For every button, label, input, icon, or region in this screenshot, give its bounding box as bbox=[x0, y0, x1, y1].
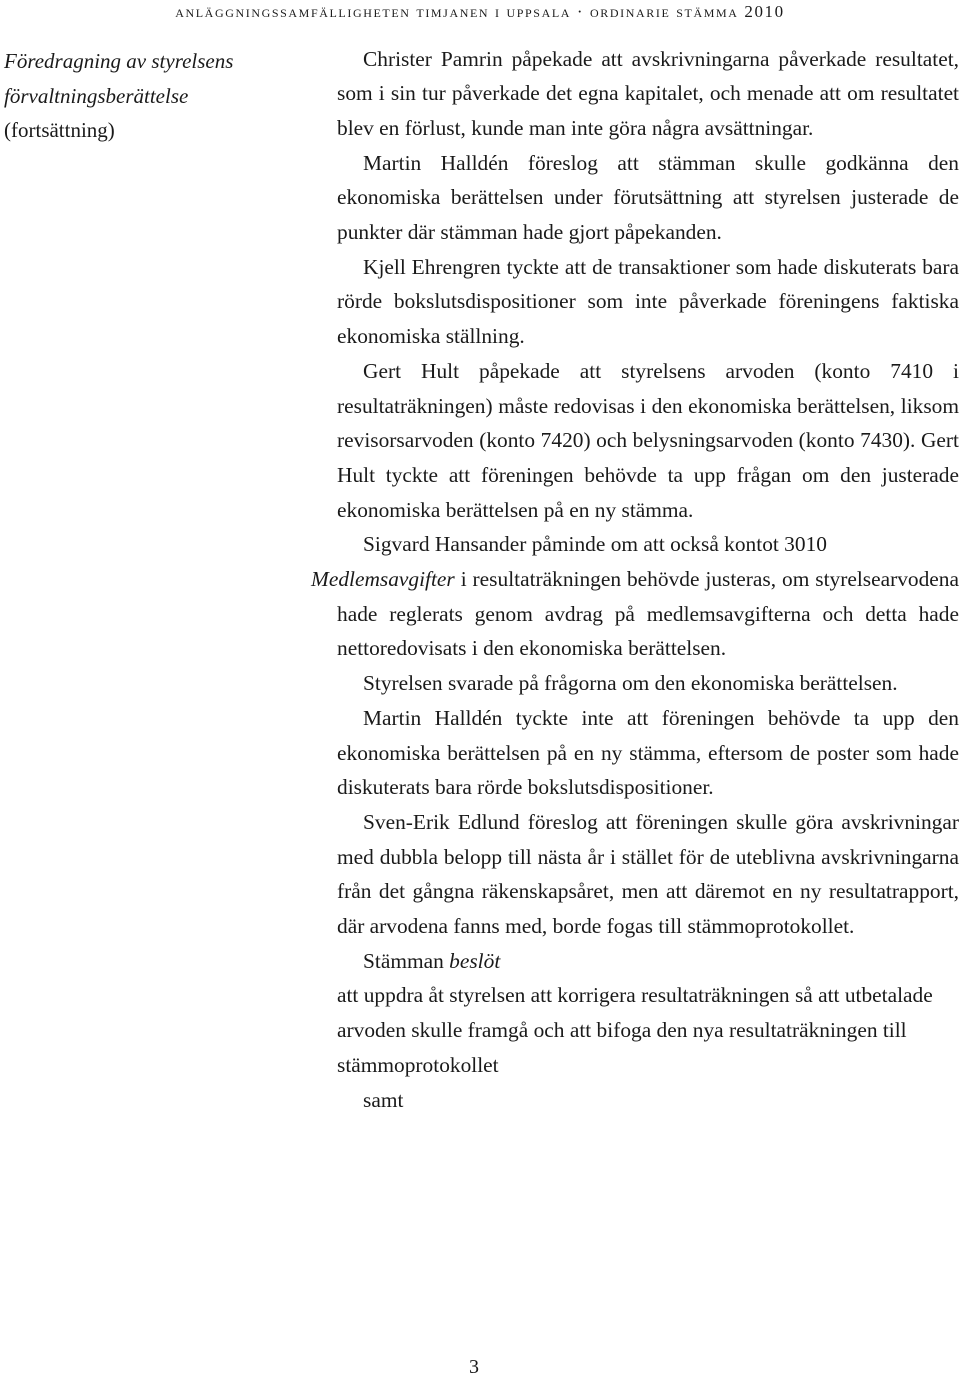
section-heading-line-1: Föredragning av styrelsens bbox=[4, 49, 234, 73]
running-header: anläggningssamfälligheten timjanen i uppsala · ordinarie stämma 2010 bbox=[175, 2, 785, 21]
section-margin-heading bbox=[4, 44, 294, 148]
paragraph-hult: Gert Hult påpekade att styrelsens arvoden (konto 7410 i resultaträkningen) måste redovisas i den ekonomiska berättelsen, liksom revisorsarvoden (konto 7420) och belysningsarvoden (konto 7430). Gert Hult tyckte att föreningen behövde ta upp frågan om den justerade ekonomiska berättelsen på en ny stämma. bbox=[337, 358, 959, 522]
paragraph-hallden-opinion: Martin Halldén tyckte inte att föreningen behövde ta upp den ekonomiska berättelsen på en ny stämma, eftersom de poster som hade diskuterats bara rörde bokslutsdispositioner. bbox=[337, 705, 959, 800]
paragraph-board-answer: Styrelsen svarade på frågorna om den ekonomiska berättelsen. bbox=[363, 671, 898, 696]
hansander-intro: Sigvard Hansander påminde om att också kontot 3010 bbox=[363, 532, 827, 557]
hansander-rest: i resultaträkningen behövde justeras, om styrelsearvodena hade reglerats genom avdrag på medlemsavgifterna och detta hade nettoredovisats i den ekonomiska berättelsen. bbox=[337, 567, 959, 661]
page-number: 3 bbox=[469, 1356, 479, 1378]
minutes-body bbox=[311, 42, 959, 1118]
decision-heading bbox=[337, 944, 959, 979]
paragraph-pamrin: Christer Pamrin påpekade att avskrivningarna påverkade resultatet, som i sin tur påverkade det egna kapitalet, och menade att om resultatet blev en förlust, kunde man inte göra några avsättningar. bbox=[337, 46, 959, 140]
decision-and: samt bbox=[363, 1087, 404, 1112]
paragraph-hallden-proposal: Martin Halldén föreslog att stämman skulle godkänna den ekonomiska berättelsen under förutsättning att styrelsen justerade de punkter där stämman hade gjort påpekanden. bbox=[337, 150, 959, 245]
account-name: Medlemsavgifter bbox=[311, 567, 455, 592]
decision-verb: beslöt bbox=[449, 948, 501, 973]
section-heading-continued: (fortsättning) bbox=[4, 118, 115, 142]
paragraph-ehrengren: Kjell Ehrengren tyckte att de transaktioner som hade diskuterats bara rörde bokslutsdispositioner som inte påverkade föreningens faktiska ekonomiska ställning. bbox=[337, 254, 959, 349]
paragraph-hansander bbox=[311, 527, 959, 666]
section-heading-line-2: förvaltningsberättelse bbox=[4, 83, 189, 108]
paragraph-edlund: Sven-Erik Edlund föreslog att föreningen skulle göra avskrivningar med dubbla belopp till nästa år i stället för de uteblivna avskrivningarna från det gångna räkenskapsåret, men att däremot en ny resultatrapport, där arvodena fanns med, borde fogas till stämmoprotokollet. bbox=[337, 809, 959, 939]
decision-subject: Stämman bbox=[363, 948, 444, 973]
decision-text: att uppdra åt styrelsen att korrigera resultaträkningen så att utbetalade arvoden skulle framgå och att bifoga den nya resultaträkningen till stämmoprotokollet bbox=[337, 983, 933, 1077]
